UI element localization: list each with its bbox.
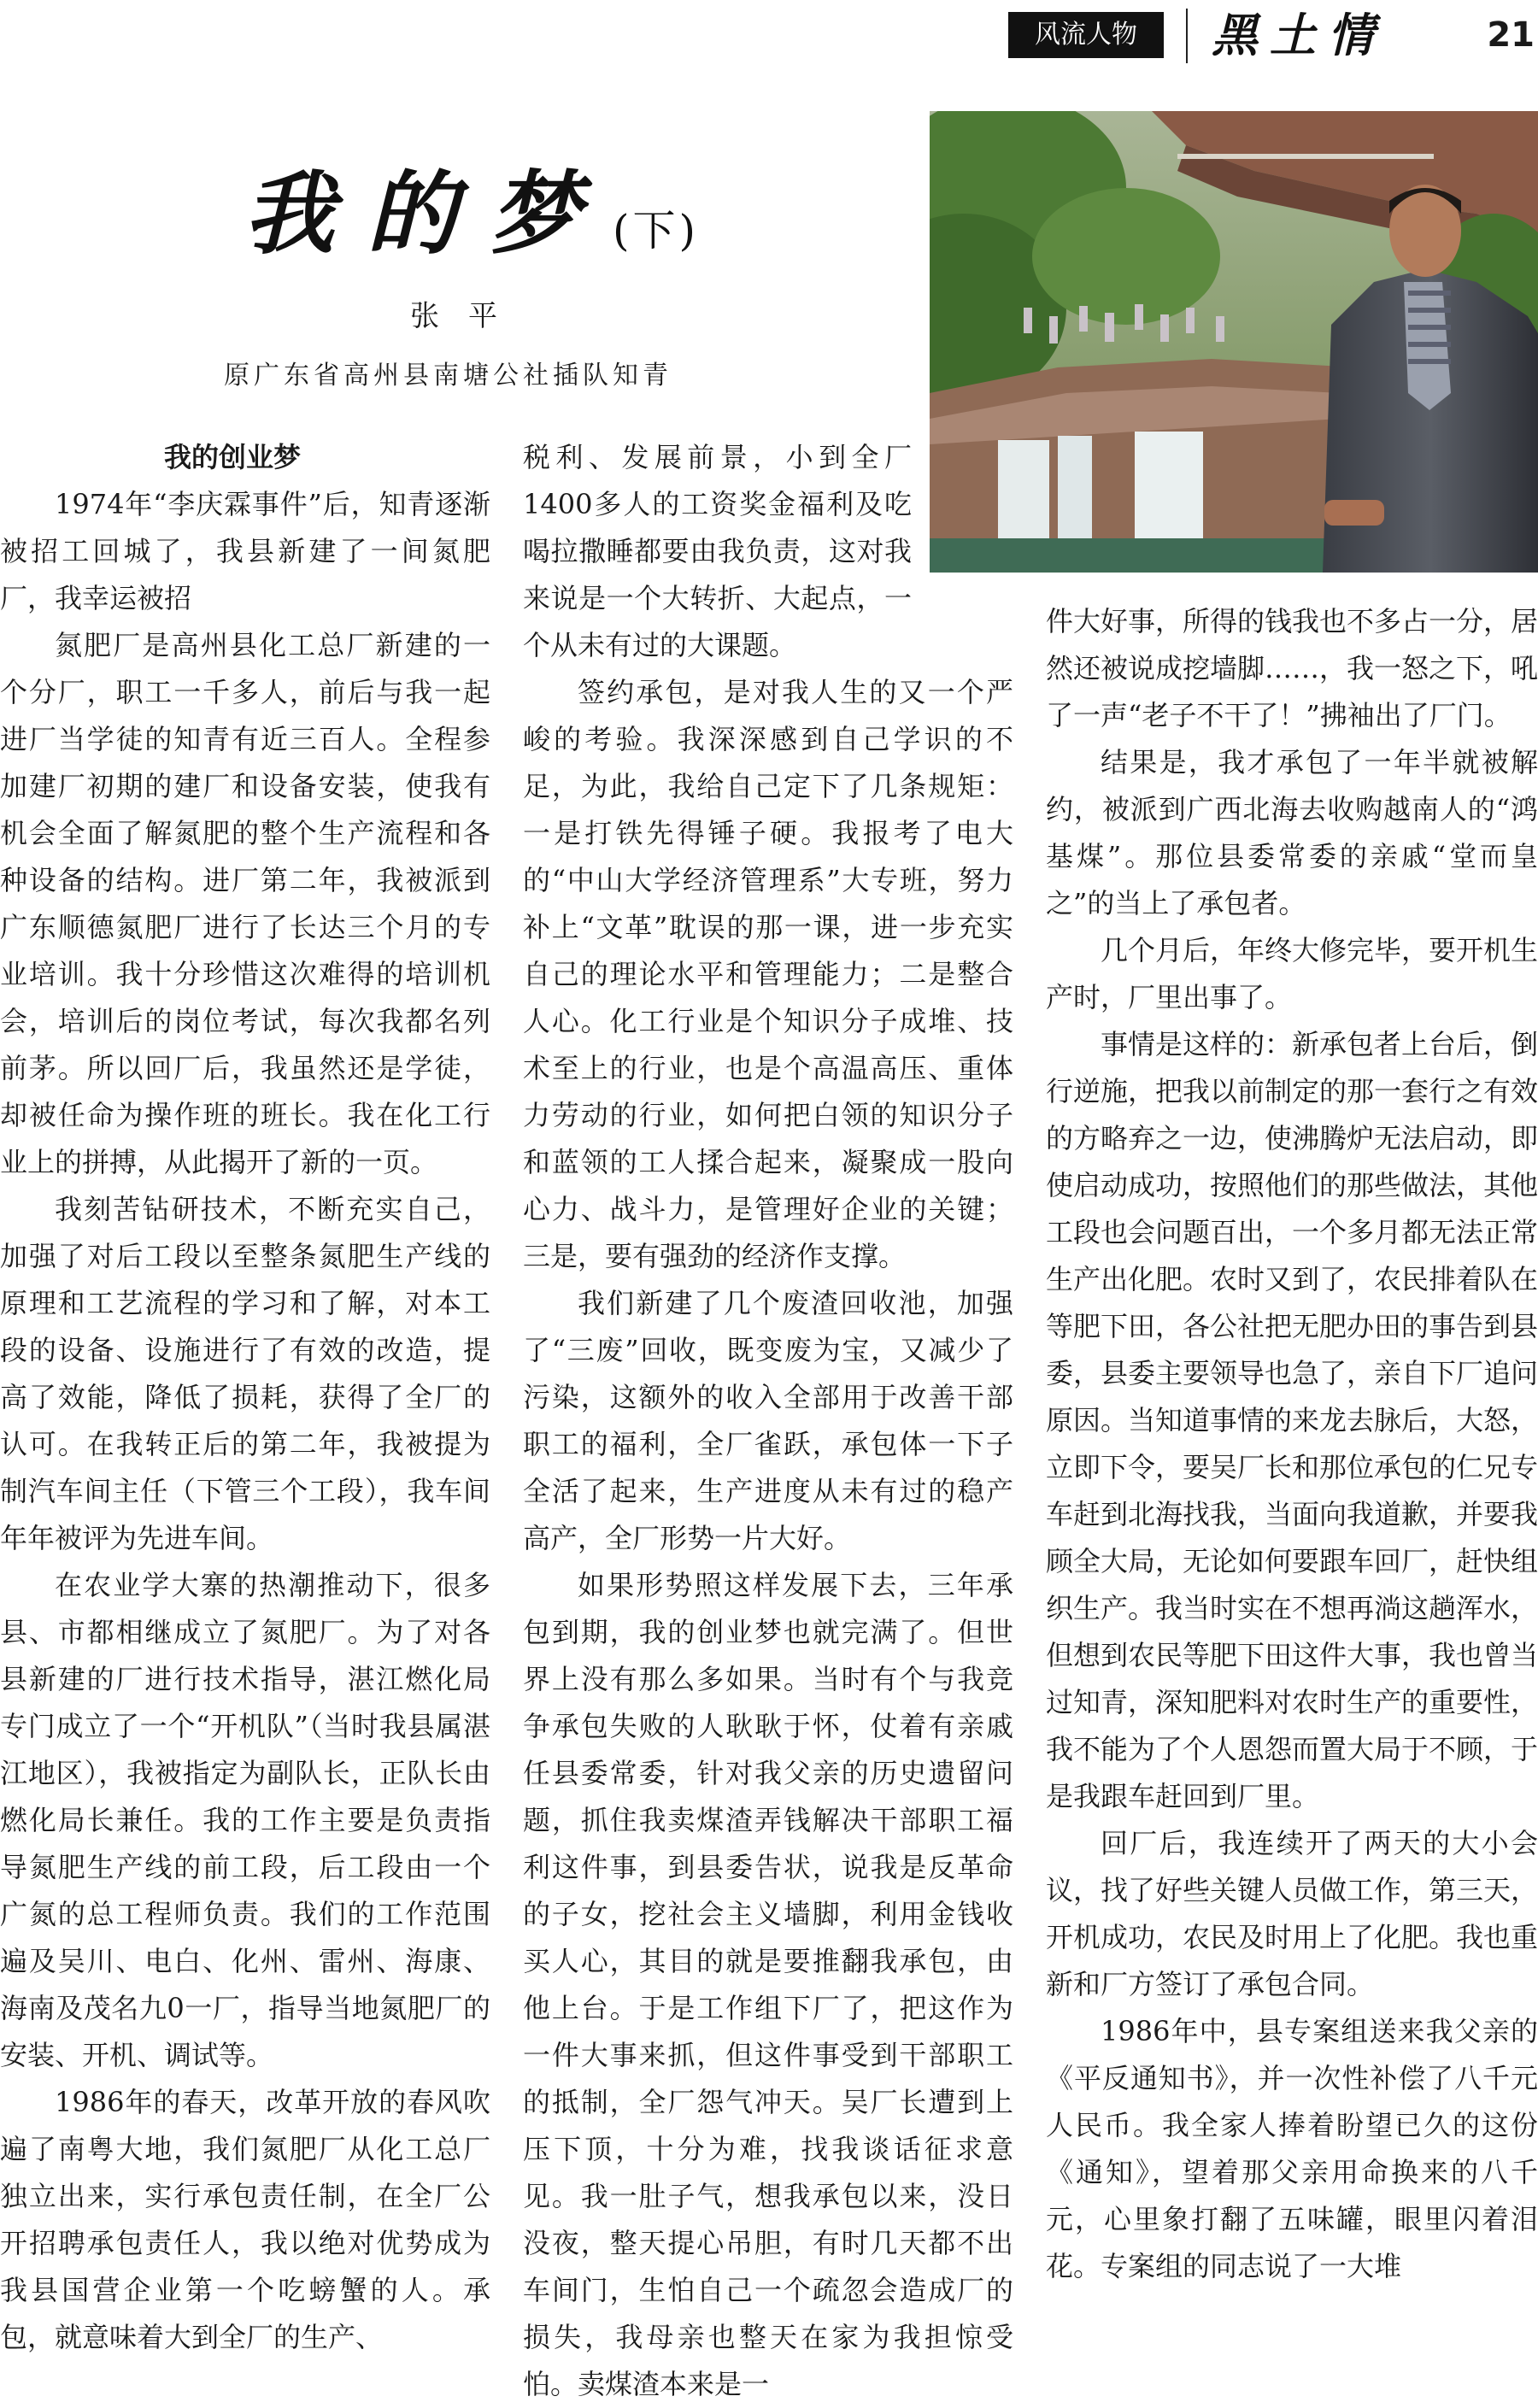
article-author: 张平 xyxy=(410,299,526,333)
paragraph: 在农业学大寨的热潮推动下，很多县、市都相继成立了氮肥厂。为了对各县新建的厂进行技术指导，湛江燃化局专门成立了一个“开机队”（当时我县属湛江地区），我被指定为副队长，正队长由燃化局长兼任。我的工作主要是负责指导氮肥生产线的前工段，后工段由一个广氮的总工程师负责。我们的工作范围遍及吴川、电白、化州、雷州、海康、海南及茂名九0一厂，指导当地氮肥厂的安装、开机、调试等。 xyxy=(0,1569,490,2071)
paragraph-continued: 件大好事，所得的钱我也不多占一分，居然还被说成挖墙脚……，我一怒之下，吼了一声“老子不干了！”拂袖出了厂门。 xyxy=(1046,605,1538,731)
article-photo xyxy=(930,111,1538,573)
paragraph: 几个月后，年终大修完毕，要开机生产时，厂里出事了。 xyxy=(1046,934,1538,1013)
paragraph: 结果是，我才承包了一年半就被解约，被派到广西北海去收购越南人的“鸿基煤”。那位县委常委的亲戚“堂而皇之”的当上了承包者。 xyxy=(1046,746,1538,919)
paragraph: 氮肥厂是高州县化工总厂新建的一个分厂，职工一千多人，前后与我一起进厂当学徒的知青有近三百人。全程参加建厂初期的建厂和设备安装，使我有机会全面了解氮肥的整个生产流程和各种设备的结构。进厂第二年，我被派到广东顺德氮肥厂进行了长达三个月的专业培训。我十分珍惜这次难得的培训机会，培训后的岗位考试，每次我都名列前茅。所以回厂后，我虽然还是学徒，却被任命为操作班的班长。我在化工行业上的拼搏，从此揭开了新的一页。 xyxy=(0,629,490,1178)
photo-person-by-waterfall-icon xyxy=(930,111,1538,573)
paragraph: 签约承包，是对我人生的又一个严峻的考验。我深深感到自己学识的不足，为此，我给自己定下了几条规矩：一是打铁先得锤子硬。我报考了电大的“中山大学经济管理系”大专班，努力补上“文革”耽误的那一课，进一步充实自己的理论水平和管理能力；二是整合人心。化工行业是个知识分子成堆、技术至上的行业，也是个高温高压、重体力劳动的行业，如何把白领的知识分子和蓝领的工人揉合起来，凝聚成一股向心力、战斗力，是管理好企业的关键；三是，要有强劲的经济作支撑。 xyxy=(523,676,1013,1272)
article-title-suffix: (下) xyxy=(613,206,700,255)
paragraph: 如果形势照这样发展下去，三年承包到期，我的创业梦也就完满了。但世界上没有那么多如果。当时有个与我竞争承包失败的人耿耿于怀，仗着有亲戚任县委常委，针对我父亲的历史遗留问题，抓住我卖煤渣弄钱解决干部职工福利这件事，到县委告状，说我是反革命的子女，挖社会主义墙脚，利用金钱收买人心，其目的就是要推翻我承包，由他上台。于是工作组下厂了，把这作为一件大事来抓，但这件事受到干部职工的抵制，全厂怨气冲天。吴厂长遭到上压下顶，十分为难，找我谈话征求意见。我一肚子气，想我承包以来，没日没夜，整天提心吊胆，有时几天都不出车间门，生怕自己一个疏忽会造成厂的损失，我母亲也整天在家为我担惊受怕。卖煤渣本来是一 xyxy=(523,1569,1013,2400)
paragraph: 我们新建了几个废渣回收池，加强了“三废”回收，既变废为宝，又减少了污染，这额外的收入全部用于改善干部职工的福利，全厂雀跃，承包体一下子全活了起来，生产进度从未有过的稳产高产，全厂形势一片大好。 xyxy=(523,1287,1013,1554)
paragraph: 1974年“李庆霖事件”后，知青逐渐被招工回城了，我县新建了一间氮肥厂，我幸运被招 xyxy=(0,488,490,614)
text-column-2 xyxy=(523,434,1013,2408)
article-title xyxy=(244,162,699,282)
header-divider xyxy=(1186,9,1188,63)
section-tag: 风流人物 xyxy=(1008,12,1164,58)
section-heading: 我的创业梦 xyxy=(164,441,302,473)
author-affiliation: 原广东省高州县南塘公社插队知青 xyxy=(224,361,672,391)
magazine-name: 黑土情 xyxy=(1212,8,1386,62)
paragraph: 1986年的春天，改革开放的春风吹遍了南粤大地，我们氮肥厂从化工总厂独立出来，实行承包责任制，在全厂公开招聘承包责任人，我以绝对优势成为我县国营企业第一个吃螃蟹的人。承包，就意味着大到全厂的生产、 xyxy=(0,2086,490,2353)
paragraph: 1986年中，县专案组送来我父亲的《平反通知书》，并一次性补偿了八千元人民币。我全家人捧着盼望已久的这份《通知》，望着那父亲用命换来的八千元，心里象打翻了五味罐，眼里闪着泪花。专案组的同志说了一大堆 xyxy=(1046,2015,1538,2282)
text-column-3 xyxy=(1046,598,1538,2290)
paragraph: 事情是这样的：新承包者上台后，倒行逆施，把我以前制定的那一套行之有效的方略弃之一边，使沸腾炉无法启动，即使启动成功，按照他们的那些做法，其他工段也会问题百出，一个多月都无法正常生产出化肥。农时又到了，农民排着队在等肥下田，各公社把无肥办田的事告到县委，县委主要领导也急了，亲自下厂追问原因。当知道事情的来龙去脉后，大怒，立即下令，要吴厂长和那位承包的仁兄专车赶到北海找我，当面向我道歉，并要我顾全大局，无论如何要跟车回厂，赶快组织生产。我当时实在不想再淌这趟浑水，但想到农民等肥下田这件大事，我也曾当过知青，深知肥料对农时生产的重要性，我不能为了个人恩怨而置大局于不顾，于是我跟车赶回到厂里。 xyxy=(1046,1028,1538,1812)
page-number: 21 xyxy=(1487,15,1535,55)
page-header xyxy=(1008,9,1538,62)
paragraph-continued: 税利、发展前景，小到全厂1400多人的工资奖金福利及吃喝拉撒睡都要由我负责，这对我来说是一个大转折、大起点，一个从未有过的大课题。 xyxy=(523,441,912,661)
paragraph: 回厂后，我连续开了两天的大小会议，找了好些关键人员做工作，第三天，开机成功，农民及时用上了化肥。我也重新和厂方签订了承包合同。 xyxy=(1046,1827,1538,2000)
text-column-1 xyxy=(0,434,490,2361)
paragraph: 我刻苦钻研技术，不断充实自己，加强了对后工段以至整条氮肥生产线的原理和工艺流程的学习和了解，对本工段的设备、设施进行了有效的改造，提高了效能，降低了损耗，获得了全厂的认可。在我转正后的第二年，我被提为制汽车间主任（下管三个工段），我车间年年被评为先进车间。 xyxy=(0,1193,490,1554)
article-title-main: 我的梦 xyxy=(244,160,613,267)
